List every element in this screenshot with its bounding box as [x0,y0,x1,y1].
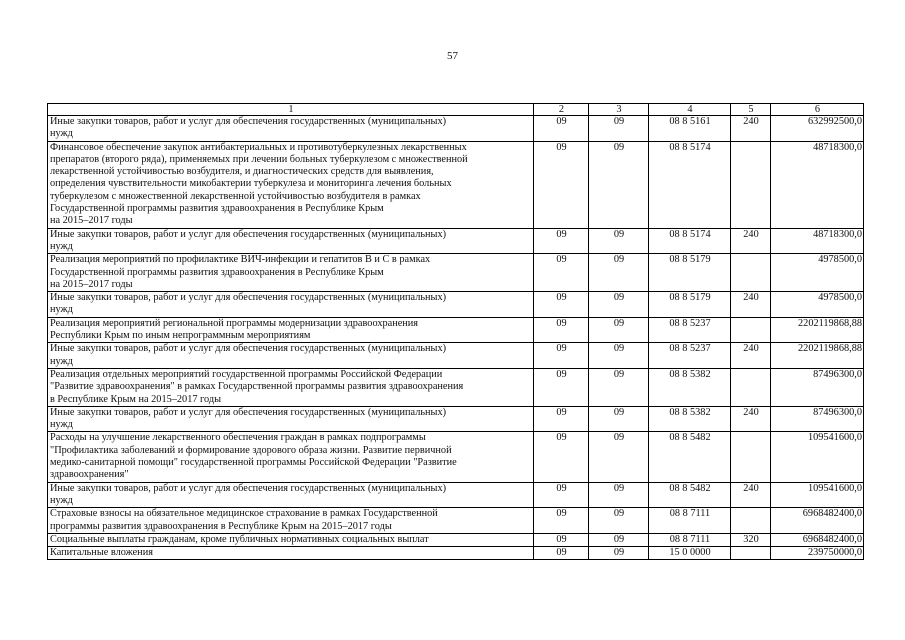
table-row [48,432,864,482]
row-subsection-code: 09 [589,116,649,142]
row-section-code: 09 [534,508,589,534]
row-section-code: 09 [534,292,589,318]
row-amount: 48718300,0 [771,141,864,228]
row-expense-type-code: 240 [731,292,771,318]
row-target-article-code: 08 8 5179 [649,292,731,318]
row-target-article-code: 08 8 5161 [649,116,731,142]
row-subsection-code: 09 [589,547,649,560]
column-header: 5 [731,104,771,116]
row-expense-type-code [731,432,771,482]
row-section-code: 09 [534,547,589,560]
row-description: Страховые взносы на обязательное медицинское страхование в рамках Государственной программы развития здравоохранения в Республике Крым на 2015–2017 годы [48,508,534,534]
column-header: 3 [589,104,649,116]
row-target-article-code: 08 8 5237 [649,317,731,343]
row-target-article-code: 08 8 5482 [649,482,731,508]
table-row [48,368,864,406]
table-row [48,482,864,508]
row-amount: 87496300,0 [771,368,864,406]
row-subsection-code: 09 [589,482,649,508]
row-target-article-code: 08 8 7111 [649,533,731,546]
row-expense-type-code: 240 [731,482,771,508]
row-description: Реализация отдельных мероприятий государственной программы Российской Федерации "Развитие здравоохранения" в рамках Государственной программы развития здравоохранения в Республике Крым на 2015–2017 годы [48,368,534,406]
row-amount: 109541600,0 [771,482,864,508]
row-expense-type-code: 240 [731,343,771,369]
column-header: 6 [771,104,864,116]
row-subsection-code: 09 [589,228,649,254]
row-section-code: 09 [534,533,589,546]
row-target-article-code: 08 8 5174 [649,228,731,254]
table-row [48,508,864,534]
budget-table [47,103,864,560]
row-section-code: 09 [534,368,589,406]
row-subsection-code: 09 [589,317,649,343]
row-amount: 239750000,0 [771,547,864,560]
row-subsection-code: 09 [589,292,649,318]
table-row [48,533,864,546]
row-description: Расходы на улучшение лекарственного обеспечения граждан в рамках подпрограммы "Профилактика заболеваний и формирование здорового образа жизни. Развитие первичной медико-санитарной помощи" государственной программы Российской Федерации "Развитие здравоохранения" [48,432,534,482]
table-row [48,254,864,292]
row-section-code: 09 [534,228,589,254]
row-expense-type-code: 240 [731,228,771,254]
row-section-code: 09 [534,406,589,432]
row-description: Иные закупки товаров, работ и услуг для обеспечения государственных (муниципальных) нужд [48,406,534,432]
row-amount: 87496300,0 [771,406,864,432]
row-subsection-code: 09 [589,406,649,432]
row-description: Реализация мероприятий по профилактике ВИЧ-инфекции и гепатитов В и С в рамках Государственной программы развития здравоохранения в Республике Крым на 2015–2017 годы [48,254,534,292]
row-expense-type-code: 240 [731,116,771,142]
row-target-article-code: 08 8 5382 [649,368,731,406]
row-description: Социальные выплаты гражданам, кроме публичных нормативных социальных выплат [48,533,534,546]
row-amount: 109541600,0 [771,432,864,482]
row-amount: 4978500,0 [771,254,864,292]
row-subsection-code: 09 [589,254,649,292]
row-section-code: 09 [534,116,589,142]
row-subsection-code: 09 [589,508,649,534]
row-amount: 48718300,0 [771,228,864,254]
row-description: Финансовое обеспечение закупок антибактериальных и противотуберкулезных лекарственных препаратов (второго ряда), применяемых при лечении больных туберкулезом с множественной лекарственной устойчивостью возбудителя, и диагностических средств для выявления, определения чувствительности микобактерии туберкулеза и мониторинга лечения больных туберкулезом с множественной лекарственной устойчивостью возбудителя в рамках Государственной программы развития здравоохранения в Республике Крым на 2015–2017 годы [48,141,534,228]
column-header: 4 [649,104,731,116]
row-section-code: 09 [534,317,589,343]
row-expense-type-code: 240 [731,406,771,432]
row-description: Иные закупки товаров, работ и услуг для обеспечения государственных (муниципальных) нужд [48,228,534,254]
row-description: Иные закупки товаров, работ и услуг для обеспечения государственных (муниципальных) нужд [48,343,534,369]
row-amount: 2202119868,88 [771,343,864,369]
row-subsection-code: 09 [589,343,649,369]
row-expense-type-code [731,254,771,292]
row-description: Капитальные вложения [48,547,534,560]
row-expense-type-code [731,508,771,534]
table-row [48,228,864,254]
table-row [48,116,864,142]
row-amount: 4978500,0 [771,292,864,318]
row-expense-type-code [731,547,771,560]
row-description: Иные закупки товаров, работ и услуг для обеспечения государственных (муниципальных) нужд [48,482,534,508]
row-section-code: 09 [534,254,589,292]
row-section-code: 09 [534,141,589,228]
row-subsection-code: 09 [589,368,649,406]
row-target-article-code: 08 8 5179 [649,254,731,292]
row-target-article-code: 15 0 0000 [649,547,731,560]
row-expense-type-code: 320 [731,533,771,546]
row-expense-type-code [731,141,771,228]
table-row [48,547,864,560]
page-number: 57 [447,50,458,62]
table-row [48,141,864,228]
row-description: Иные закупки товаров, работ и услуг для обеспечения государственных (муниципальных) нужд [48,292,534,318]
row-target-article-code: 08 8 5237 [649,343,731,369]
table-row [48,343,864,369]
table-header-row [48,104,864,116]
column-header: 1 [48,104,534,116]
row-subsection-code: 09 [589,141,649,228]
row-amount: 6968482400,0 [771,533,864,546]
row-section-code: 09 [534,482,589,508]
table-row [48,292,864,318]
row-section-code: 09 [534,343,589,369]
row-subsection-code: 09 [589,533,649,546]
row-amount: 632992500,0 [771,116,864,142]
table-row [48,406,864,432]
row-description: Реализация мероприятий региональной программы модернизации здравоохранения Республики Крым по иным непрограммным мероприятиям [48,317,534,343]
row-target-article-code: 08 8 7111 [649,508,731,534]
row-amount: 2202119868,88 [771,317,864,343]
row-section-code: 09 [534,432,589,482]
row-subsection-code: 09 [589,432,649,482]
row-amount: 6968482400,0 [771,508,864,534]
row-target-article-code: 08 8 5482 [649,432,731,482]
row-expense-type-code [731,317,771,343]
column-header: 2 [534,104,589,116]
row-description: Иные закупки товаров, работ и услуг для обеспечения государственных (муниципальных) нужд [48,116,534,142]
row-expense-type-code [731,368,771,406]
table-row [48,317,864,343]
row-target-article-code: 08 8 5382 [649,406,731,432]
row-target-article-code: 08 8 5174 [649,141,731,228]
